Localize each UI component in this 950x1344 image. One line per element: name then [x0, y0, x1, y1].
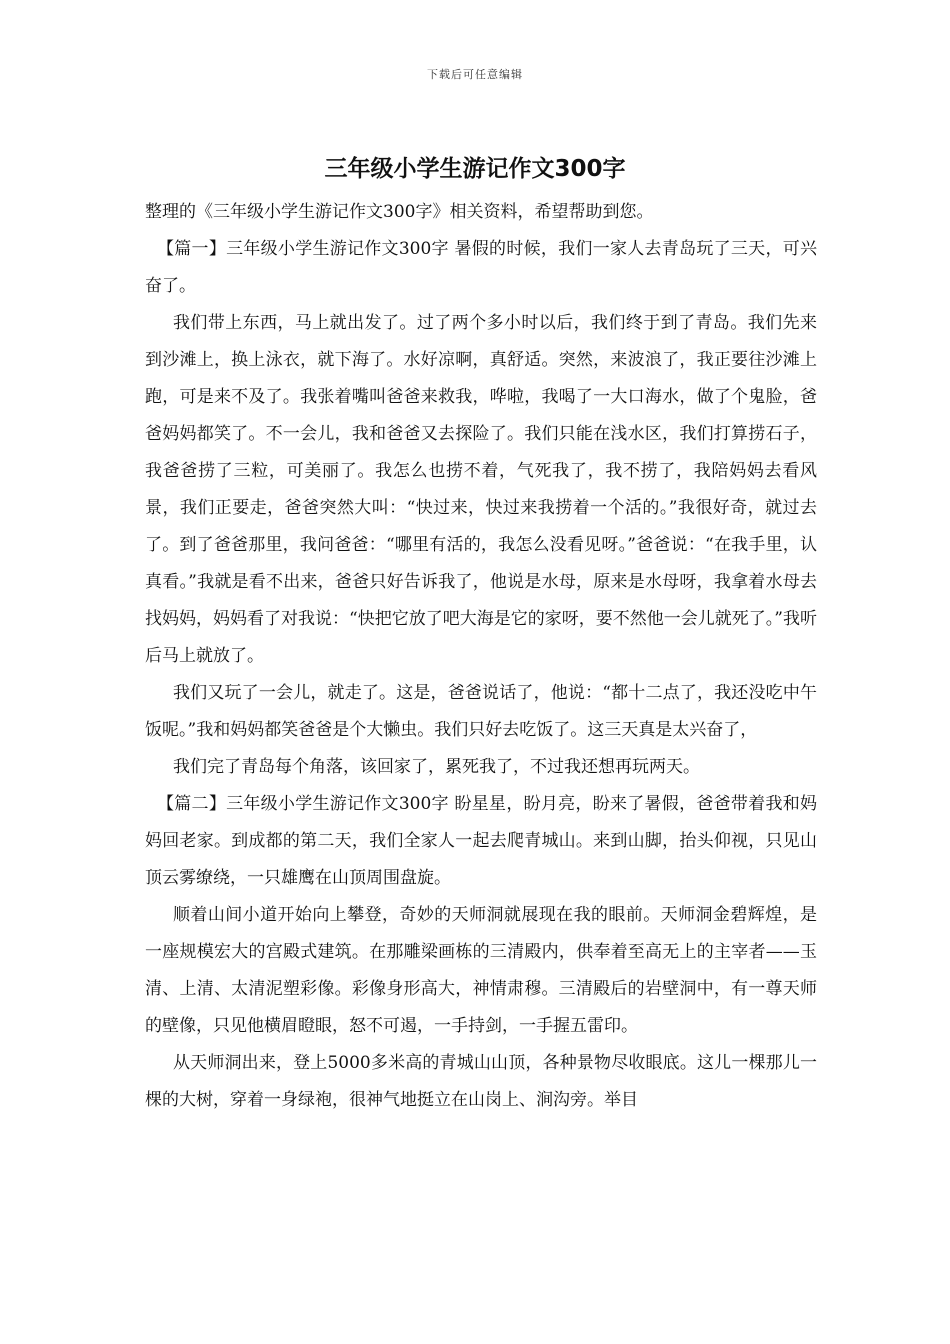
- body-paragraph: 从天师洞出来，登上5000多米高的青城山山顶，各种景物尽收眼底。这儿一棵那儿一棵的大树，穿着一身绿袍，很神气地挺立在山岗上、涧沟旁。举目: [145, 1053, 817, 1110]
- section-one-heading-paragraph: 【篇一】三年级小学生游记作文300字 暑假的时候，我们一家人去青岛玩了三天，可兴奋了。: [145, 239, 817, 296]
- header-note: 下载后可任意编辑: [427, 68, 523, 81]
- document-body: [145, 194, 817, 1119]
- body-paragraph: 顺着山间小道开始向上攀登，奇妙的天师洞就展现在我的眼前。天师洞金碧辉煌，是一座规模宏大的宫殿式建筑。在那雕梁画栋的三清殿内，供奉着至高无上的主宰者——玉清、上清、太清泥塑彩像。彩像身形高大，神情肃穆。三清殿后的岩壁洞中，有一尊天师的壁像，只见他横眉瞪眼，怒不可遏，一手持剑，一手握五雷印。: [145, 905, 817, 1036]
- intro-paragraph: 整理的《三年级小学生游记作文300字》相关资料，希望帮助到您。: [145, 202, 654, 222]
- body-paragraph: 我们又玩了一会儿，就走了。这是，爸爸说话了，他说：“都十二点了，我还没吃中午饭呢。”我和妈妈都笑爸爸是个大懒虫。我们只好去吃饭了。这三天真是太兴奋了，: [145, 683, 817, 740]
- section-two-heading-paragraph: 【篇二】三年级小学生游记作文300字 盼星星，盼月亮，盼来了暑假，爸爸带着我和妈妈回老家。到成都的第二天，我们全家人一起去爬青城山。来到山脚，抬头仰视，只见山顶云雾缭绕，一只雄鹰在山顶周围盘旋。: [145, 794, 817, 888]
- document-title: 三年级小学生游记作文300字: [324, 156, 626, 182]
- body-paragraph: 我们带上东西，马上就出发了。过了两个多小时以后，我们终于到了青岛。我们先来到沙滩上，换上泳衣，就下海了。水好凉啊，真舒适。突然，来波浪了，我正要往沙滩上跑，可是来不及了。我张着嘴叫爸爸来救我，哗啦，我喝了一大口海水，做了个鬼脸，爸爸妈妈都笑了。不一会儿，我和爸爸又去探险了。我们只能在浅水区，我们打算捞石子，我爸爸捞了三粒，可美丽了。我怎么也捞不着，气死我了，我不捞了，我陪妈妈去看风景，我们正要走，爸爸突然大叫：“快过来，快过来我捞着一个活的。”我很好奇，就过去了。到了爸爸那里，我问爸爸：“哪里有活的，我怎么没看见呀。”爸爸说：“在我手里，认真看。”我就是看不出来，爸爸只好告诉我了，他说是水母，原来是水母呀，我拿着水母去找妈妈，妈妈看了对我说：“快把它放了吧大海是它的家呀，要不然他一会儿就死了。”我听后马上就放了。: [145, 313, 817, 666]
- body-paragraph: 我们完了青岛每个角落，该回家了，累死我了，不过我还想再玩两天。: [173, 757, 700, 777]
